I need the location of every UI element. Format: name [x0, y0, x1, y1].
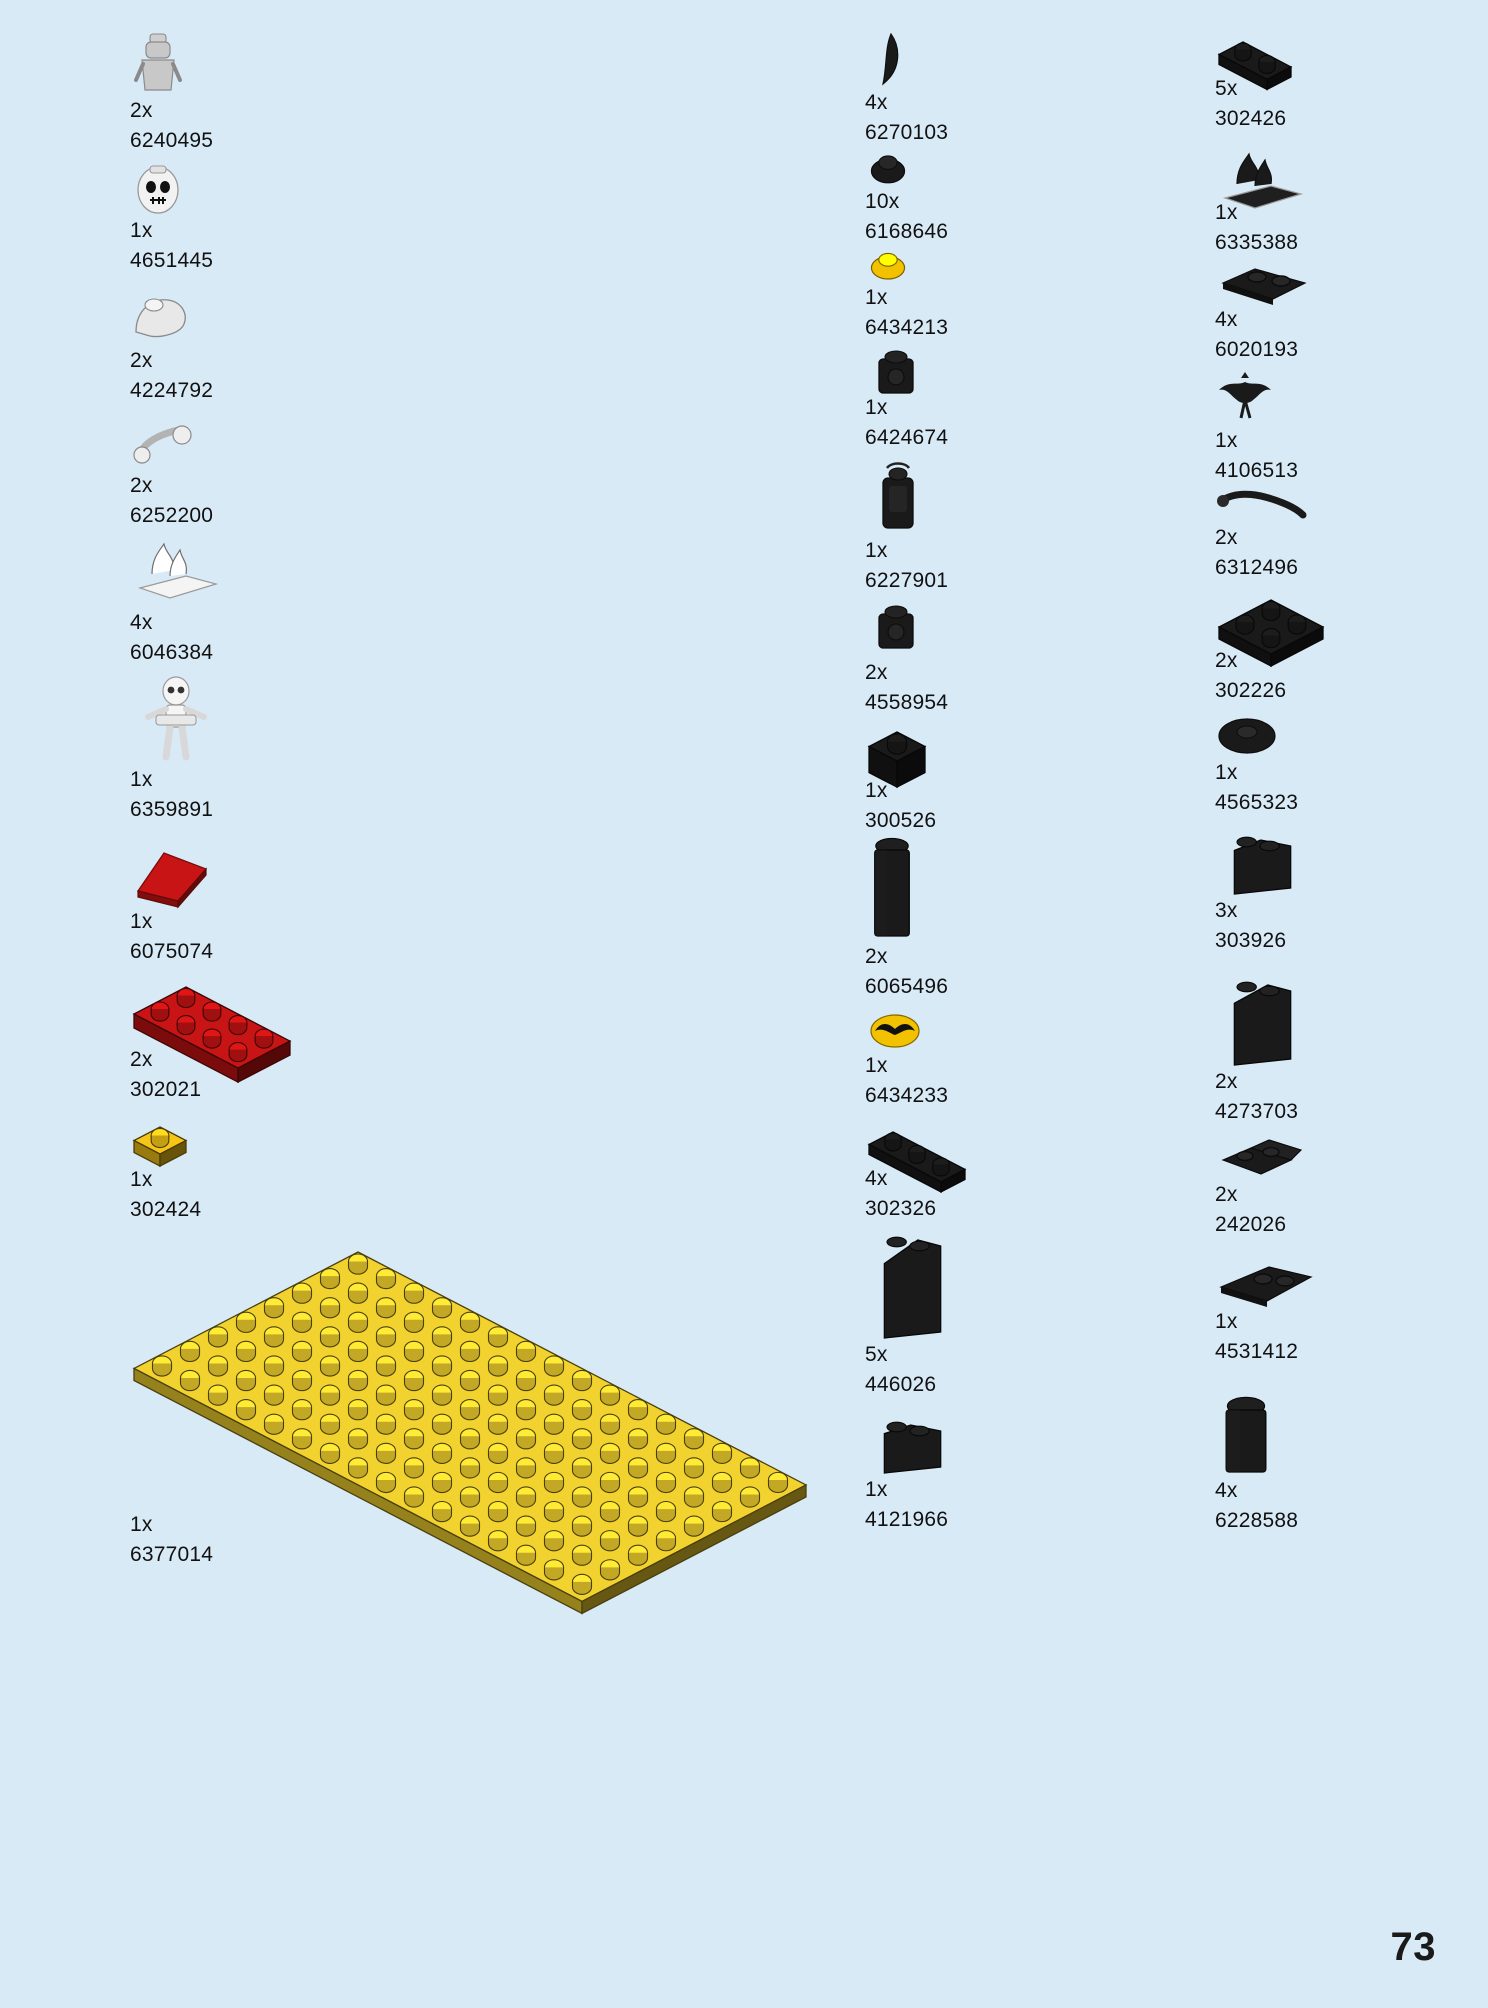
part-quantity: 1x	[1215, 1310, 1238, 1333]
part-id: 4121966	[865, 1507, 949, 1531]
minifig-torso-grey-icon	[130, 30, 430, 96]
part-entry	[130, 30, 430, 156]
part-quantity: 10x	[865, 190, 900, 213]
part-label	[1215, 426, 1488, 486]
part-id: 6240495	[130, 128, 214, 152]
part-label	[865, 536, 1165, 596]
part-entry	[1215, 1255, 1488, 1367]
batman-round-tile-icon	[865, 1005, 1165, 1051]
part-quantity: 2x	[130, 99, 153, 122]
part-entry	[1215, 255, 1488, 365]
black-slope-2x2-45-icon	[1215, 830, 1488, 896]
part-id: 4651445	[130, 248, 214, 272]
part-entry	[865, 243, 1165, 343]
black-bat-icon	[1215, 370, 1488, 426]
black-brick-1x1x3-icon	[865, 830, 1165, 942]
part-label	[130, 346, 430, 406]
part-quantity: 2x	[130, 1048, 153, 1071]
part-id: 242026	[1215, 1212, 1287, 1236]
part-entry	[130, 675, 430, 825]
part-quantity: 1x	[865, 779, 888, 802]
part-id: 4558954	[865, 690, 949, 714]
part-label	[865, 187, 1165, 247]
part-quantity: 1x	[1215, 761, 1238, 784]
part-id: 6227901	[865, 568, 949, 592]
black-bracket-plate-icon	[1215, 255, 1488, 305]
part-id: 6065496	[865, 974, 949, 998]
black-brick-1x1-stud-icon	[865, 345, 1165, 393]
part-id: 6424674	[865, 425, 949, 449]
part-quantity: 1x	[865, 539, 888, 562]
part-quantity: 4x	[865, 91, 888, 114]
part-quantity: 4x	[1215, 308, 1238, 331]
part-id: 6359891	[130, 797, 214, 821]
part-quantity: 1x	[130, 219, 153, 242]
part-entry	[1215, 830, 1488, 956]
black-whip-icon	[1215, 485, 1488, 523]
part-label	[865, 1051, 1165, 1111]
part-quantity: 1x	[865, 286, 888, 309]
part-quantity: 1x	[130, 1168, 153, 1191]
part-label	[130, 765, 430, 825]
black-slope-big-icon	[1215, 975, 1488, 1067]
part-entry	[1215, 1130, 1488, 1240]
black-horn-icon	[865, 30, 1165, 88]
skeleton-arm-icon	[130, 415, 430, 471]
part-entry	[865, 830, 1165, 1002]
part-label	[1215, 523, 1488, 583]
part-id: 6335388	[1215, 230, 1299, 254]
part-entry	[865, 600, 1165, 718]
red-wedge-icon	[130, 845, 430, 907]
part-quantity: 4x	[865, 1167, 888, 1190]
part-label	[865, 283, 1165, 343]
part-quantity: 1x	[1215, 429, 1238, 452]
part-label	[130, 471, 430, 531]
skeleton-figure-icon	[130, 675, 430, 765]
part-id: 4106513	[1215, 458, 1299, 482]
black-slope-2x2x3-icon	[865, 1230, 1165, 1340]
part-entry	[130, 975, 430, 1105]
part-quantity: 5x	[865, 1343, 888, 1366]
red-plate-2x4-icon	[130, 975, 430, 1045]
part-entry	[865, 345, 1165, 453]
part-label	[865, 1475, 1165, 1535]
part-label	[130, 608, 430, 668]
part-entry	[130, 1240, 430, 1570]
part-entry	[1215, 975, 1488, 1127]
part-id: 6377014	[130, 1542, 214, 1566]
minifig-hair-white-icon	[130, 290, 430, 346]
part-id: 302226	[1215, 678, 1287, 702]
black-round-plate-1x1-icon	[865, 145, 1165, 187]
part-entry	[865, 1120, 1165, 1224]
part-quantity: 1x	[865, 396, 888, 419]
part-id: 6270103	[865, 120, 949, 144]
part-quantity: 1x	[130, 1513, 153, 1536]
page-number: 73	[1390, 1925, 1436, 1969]
part-id: 6312496	[1215, 555, 1299, 579]
part-quantity: 1x	[1215, 201, 1238, 224]
part-entry	[865, 30, 1165, 148]
part-label	[865, 658, 1165, 718]
part-quantity: 1x	[865, 1054, 888, 1077]
yellow-baseplate-big-icon	[130, 1240, 430, 1510]
part-id: 4273703	[1215, 1099, 1299, 1123]
part-quantity: 2x	[130, 474, 153, 497]
part-label	[1215, 1476, 1488, 1536]
part-id: 303926	[1215, 928, 1287, 952]
part-entry	[865, 460, 1165, 596]
black-brick-1x1-side-icon	[865, 600, 1165, 658]
minifig-head-skull-icon	[130, 160, 430, 216]
black-flame-plate-icon	[1215, 150, 1488, 198]
part-id: 302326	[865, 1196, 937, 1220]
part-entry	[865, 720, 1165, 836]
black-plate-2x2-icon	[1215, 588, 1488, 646]
part-quantity: 2x	[1215, 649, 1238, 672]
part-entry	[865, 1415, 1165, 1535]
part-entry	[865, 1005, 1165, 1111]
part-quantity: 4x	[130, 611, 153, 634]
part-quantity: 2x	[1215, 1183, 1238, 1206]
black-plate-1x2-icon	[1215, 30, 1488, 74]
part-id: 6252200	[130, 503, 214, 527]
part-entry	[1215, 588, 1488, 706]
black-lantern-brick-icon	[865, 460, 1165, 536]
part-label	[1215, 1067, 1488, 1127]
part-id: 4565323	[1215, 790, 1299, 814]
part-quantity: 2x	[130, 349, 153, 372]
part-quantity: 1x	[130, 768, 153, 791]
part-entry	[1215, 30, 1488, 134]
part-entry	[130, 290, 430, 406]
part-quantity: 4x	[1215, 1479, 1238, 1502]
part-id: 6434233	[865, 1083, 949, 1107]
part-label	[130, 907, 430, 967]
part-id: 302021	[130, 1077, 202, 1101]
black-brick-1x1-icon	[865, 720, 1165, 776]
part-label	[1215, 758, 1488, 818]
part-entry	[1215, 710, 1488, 818]
part-label	[865, 942, 1165, 1002]
yellow-plate-1x1-icon	[130, 1115, 430, 1165]
part-id: 4531412	[1215, 1339, 1299, 1363]
part-quantity: 2x	[1215, 1070, 1238, 1093]
part-label	[1215, 896, 1488, 956]
part-label	[865, 1340, 1165, 1400]
part-id: 4224792	[130, 378, 214, 402]
white-flame-plate-icon	[130, 540, 430, 608]
part-label	[1215, 1307, 1488, 1367]
part-label	[130, 96, 430, 156]
part-entry	[1215, 370, 1488, 486]
part-quantity: 1x	[130, 910, 153, 933]
black-brick-1x2x2-icon	[1215, 1390, 1488, 1476]
part-id: 6168646	[865, 219, 949, 243]
part-id: 446026	[865, 1372, 937, 1396]
part-label	[865, 88, 1165, 148]
black-slope-2x2-icon	[865, 1415, 1165, 1475]
part-entry	[865, 1230, 1165, 1400]
part-entry	[1215, 150, 1488, 258]
part-entry	[130, 845, 430, 967]
part-label	[1215, 305, 1488, 365]
part-entry	[130, 1115, 430, 1225]
part-quantity: 2x	[865, 661, 888, 684]
part-id: 300526	[865, 808, 937, 832]
part-id: 302424	[130, 1197, 202, 1221]
part-id: 6046384	[130, 640, 214, 664]
part-entry	[865, 145, 1165, 247]
part-label	[1215, 1180, 1488, 1240]
part-quantity: 2x	[1215, 526, 1238, 549]
part-quantity: 3x	[1215, 899, 1238, 922]
part-quantity: 5x	[1215, 77, 1238, 100]
part-id: 6228588	[1215, 1508, 1299, 1532]
black-angle-plate-icon	[1215, 1130, 1488, 1180]
black-wedge-plate-icon	[1215, 1255, 1488, 1307]
part-id: 6075074	[130, 939, 214, 963]
part-entry	[130, 160, 430, 276]
part-label	[130, 216, 430, 276]
part-quantity: 1x	[865, 1478, 888, 1501]
part-id: 6434213	[865, 315, 949, 339]
part-entry	[1215, 485, 1488, 583]
part-entry	[130, 415, 430, 531]
part-entry	[130, 540, 430, 668]
part-entry	[1215, 1390, 1488, 1536]
black-tile-2x2-round-icon	[1215, 710, 1488, 758]
part-quantity: 2x	[865, 945, 888, 968]
part-id: 6020193	[1215, 337, 1299, 361]
black-plate-1x3-icon	[865, 1120, 1165, 1164]
yellow-round-tile-icon	[865, 243, 1165, 283]
part-id: 302426	[1215, 106, 1287, 130]
